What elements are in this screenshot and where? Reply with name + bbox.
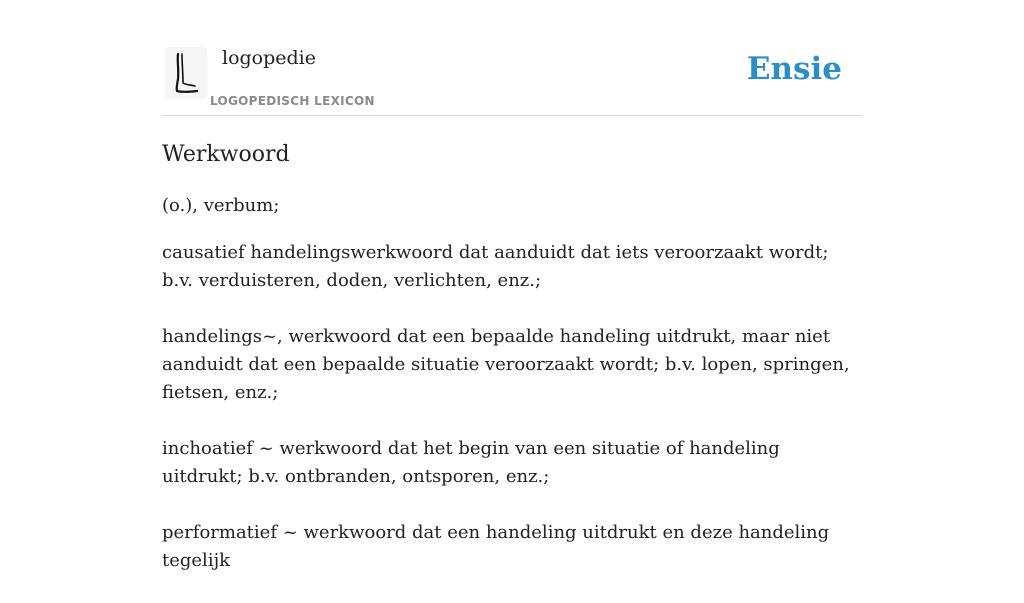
site-subtitle: LOGOPEDISCH LEXICON (210, 94, 375, 108)
definition-entry: performatief ~ werkwoord dat een handeling uitdrukt en deze handeling tegelijk (162, 522, 830, 571)
ensie-brand-link[interactable]: Ensie (746, 51, 842, 87)
article-lead: (o.), verbum; (162, 195, 280, 216)
definition-entry: handelings~, werkwoord dat een bepaalde handeling uitdrukt, maar niet aanduidt dat een bepaalde situatie veroorzaakt wordt; b.v. lopen, springen, fietsen, enz.; (162, 326, 850, 403)
definition-entry: inchoatief ~ werkwoord dat het begin van een situatie of handeling uitdrukt; b.v. ontbranden, ontsporen, enz.; (162, 438, 780, 487)
article-title: Werkwoord (162, 142, 290, 167)
definition-entry: causatief handelingswerkwoord dat aanduidt dat iets veroorzaakt wordt; b.v. verduisteren, doden, verlichten, enz.; (162, 242, 829, 291)
site-logo[interactable] (165, 47, 207, 99)
article-body (162, 192, 862, 603)
site-name-link[interactable]: logopedie (222, 47, 317, 69)
letter-l-logo-icon (169, 49, 203, 97)
content-container (162, 0, 862, 571)
site-header (162, 0, 862, 116)
